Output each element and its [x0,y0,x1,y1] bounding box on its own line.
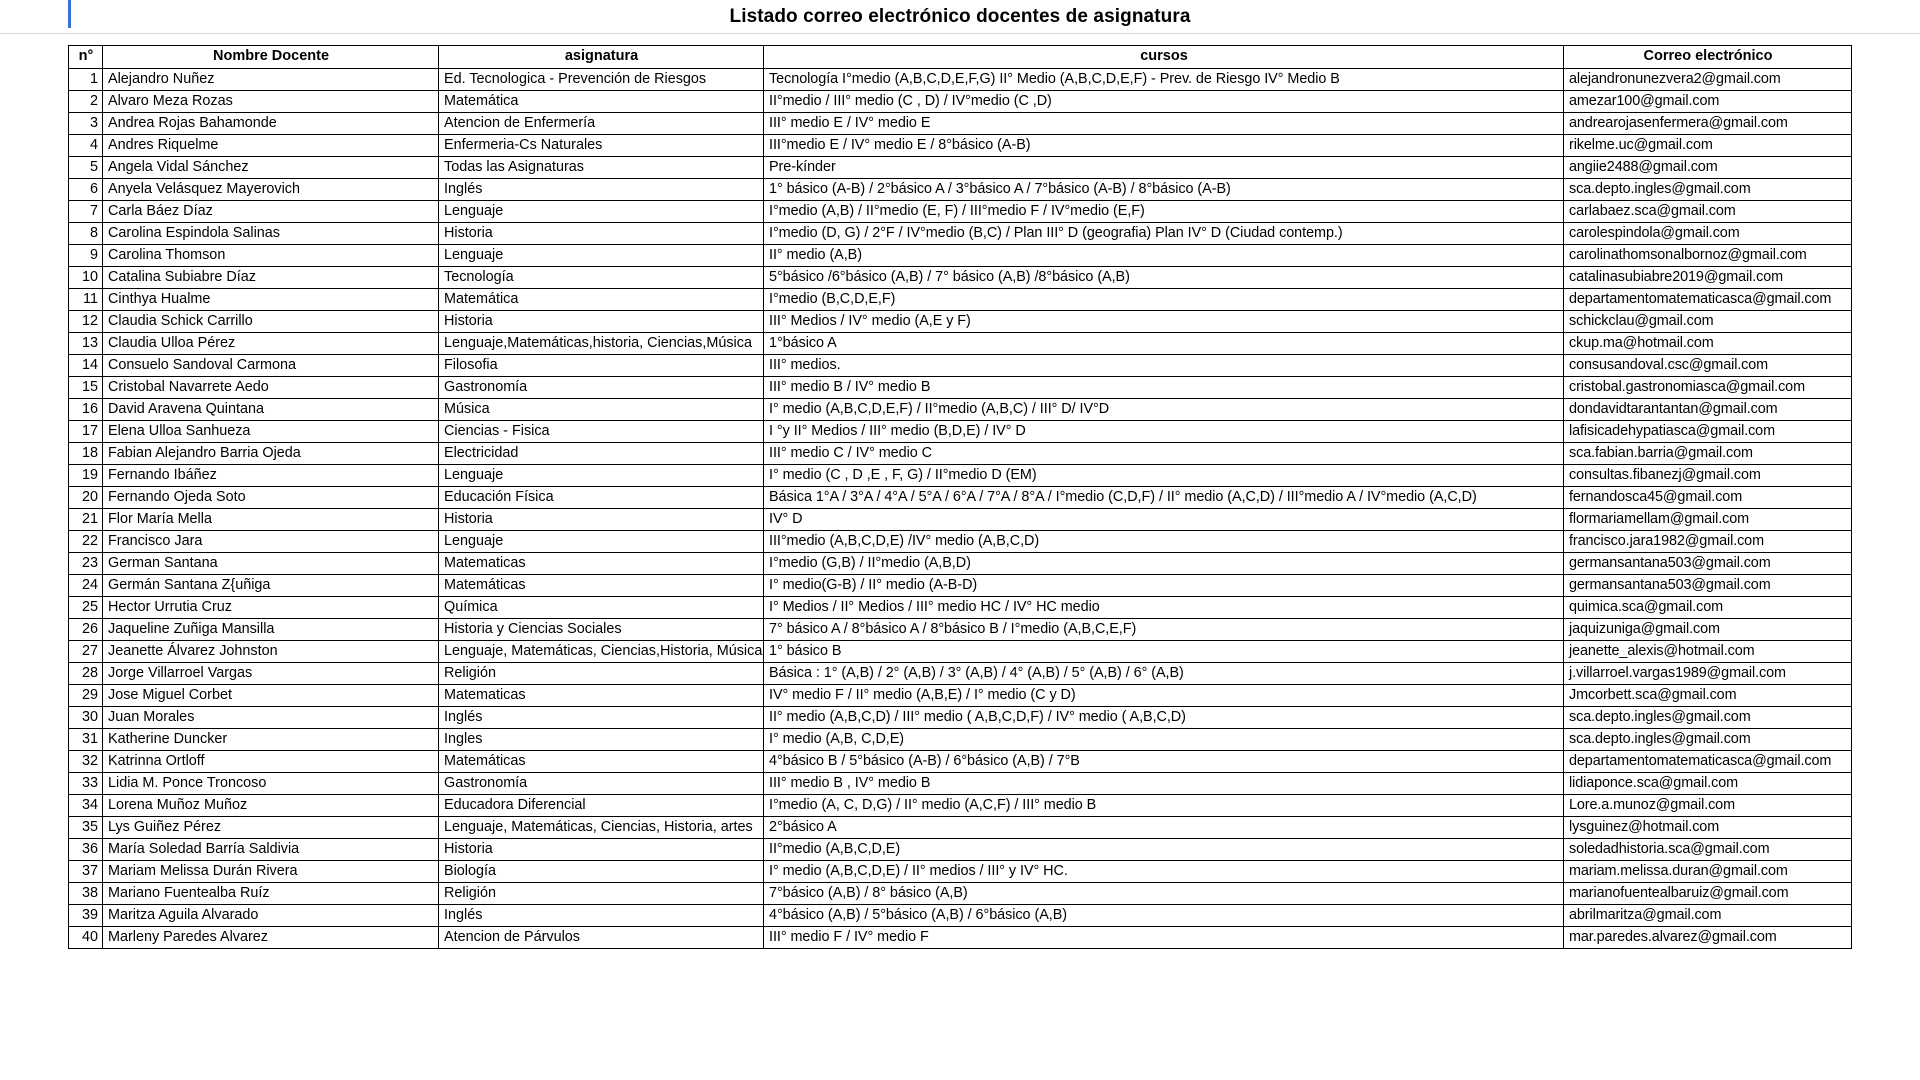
cell-email[interactable]: abrilmaritza@gmail.com [1564,905,1852,927]
cell-courses[interactable]: I° medio(G-B) / II° medio (A-B-D) [764,575,1564,597]
cell-courses[interactable]: II°medio / III° medio (C , D) / IV°medio (C ,D) [764,91,1564,113]
table-row[interactable] [69,795,1852,817]
cell-courses[interactable]: I°medio (D, G) / 2°F / IV°medio (B,C) / Plan III° D (geografia) Plan IV° D (Ciudad contemp.) [764,223,1564,245]
column-header-courses: cursos [764,46,1564,69]
cell-subject[interactable]: Lenguaje [439,245,764,267]
cell-teacher-name[interactable]: Flor María Mella [103,509,439,531]
table-row[interactable] [69,773,1852,795]
cell-number[interactable]: 11 [69,289,103,311]
cell-teacher-name[interactable]: Carolina Espindola Salinas [103,223,439,245]
cell-email[interactable]: amezar100@gmail.com [1564,91,1852,113]
cell-email[interactable]: marianofuentealbaruiz@gmail.com [1564,883,1852,905]
cell-email[interactable]: sca.depto.ingles@gmail.com [1564,707,1852,729]
cell-number[interactable]: 1 [69,69,103,91]
cell-number[interactable]: 25 [69,597,103,619]
table-row[interactable] [69,135,1852,157]
cell-email[interactable]: Lore.a.munoz@gmail.com [1564,795,1852,817]
cell-subject[interactable]: Música [439,399,764,421]
cell-email[interactable]: alejandronunezvera2@gmail.com [1564,69,1852,91]
cell-number[interactable]: 6 [69,179,103,201]
cell-email[interactable]: soledadhistoria.sca@gmail.com [1564,839,1852,861]
cell-courses[interactable]: Pre-kínder [764,157,1564,179]
column-header-number: n° [69,46,103,69]
table-row[interactable] [69,113,1852,135]
column-header-subject: asignatura [439,46,764,69]
cell-email[interactable]: Jmcorbett.sca@gmail.com [1564,685,1852,707]
cell-number[interactable]: 28 [69,663,103,685]
table-row[interactable] [69,685,1852,707]
table-row[interactable] [69,905,1852,927]
cell-email[interactable]: fernandosca45@gmail.com [1564,487,1852,509]
cell-subject[interactable]: Matematicas [439,553,764,575]
cell-subject[interactable]: Filosofia [439,355,764,377]
cell-subject[interactable]: Enfermeria-Cs Naturales [439,135,764,157]
cell-teacher-name[interactable]: Elena Ulloa Sanhueza [103,421,439,443]
cell-courses[interactable]: III°medio (A,B,C,D,E) /IV° medio (A,B,C,D) [764,531,1564,553]
cell-courses[interactable]: I° medio (A,B,C,D,E) / II° medios / III° y IV° HC. [764,861,1564,883]
cell-teacher-name[interactable]: Cristobal Navarrete Aedo [103,377,439,399]
cell-number[interactable]: 19 [69,465,103,487]
cell-courses[interactable]: III° medio C / IV° medio C [764,443,1564,465]
cell-email[interactable]: departamentomatematicasca@gmail.com [1564,289,1852,311]
table-row[interactable] [69,575,1852,597]
cell-subject[interactable]: Atencion de Enfermería [439,113,764,135]
cell-email[interactable]: rikelme.uc@gmail.com [1564,135,1852,157]
cell-courses[interactable]: IV° D [764,509,1564,531]
cell-number[interactable]: 39 [69,905,103,927]
cell-courses[interactable]: 2°básico A [764,817,1564,839]
teacher-email-table-container [68,45,1851,949]
table-row[interactable] [69,927,1852,949]
cell-teacher-name[interactable]: Juan Morales [103,707,439,729]
table-row[interactable] [69,443,1852,465]
cell-courses[interactable]: Básica : 1° (A,B) / 2° (A,B) / 3° (A,B) / 4° (A,B) / 5° (A,B) / 6° (A,B) [764,663,1564,685]
table-row[interactable] [69,179,1852,201]
cell-number[interactable]: 40 [69,927,103,949]
cell-courses[interactable]: III° medio F / IV° medio F [764,927,1564,949]
cell-email[interactable]: andrearojasenfermera@gmail.com [1564,113,1852,135]
cell-subject[interactable]: Matemática [439,289,764,311]
cell-email[interactable]: sca.depto.ingles@gmail.com [1564,179,1852,201]
cell-subject[interactable]: Historia y Ciencias Sociales [439,619,764,641]
cell-courses[interactable]: I° medio (A,B, C,D,E) [764,729,1564,751]
cell-email[interactable]: catalinasubiabre2019@gmail.com [1564,267,1852,289]
cell-teacher-name[interactable]: Fernando Ibáñez [103,465,439,487]
cell-teacher-name[interactable]: Alejandro Nuñez [103,69,439,91]
cell-teacher-name[interactable]: Maritza Aguila Alvarado [103,905,439,927]
table-row[interactable] [69,883,1852,905]
table-row[interactable] [69,289,1852,311]
cell-number[interactable]: 10 [69,267,103,289]
cell-number[interactable]: 24 [69,575,103,597]
cell-courses[interactable]: III°medio E / IV° medio E / 8°básico (A-B) [764,135,1564,157]
table-row[interactable] [69,861,1852,883]
cell-courses[interactable]: IV° medio F / II° medio (A,B,E) / I° medio (C y D) [764,685,1564,707]
cell-courses[interactable]: 7°básico (A,B) / 8° básico (A,B) [764,883,1564,905]
cell-subject[interactable]: Historia [439,311,764,333]
text-cursor [68,0,71,28]
cell-teacher-name[interactable]: Lys Guiñez Pérez [103,817,439,839]
cell-subject[interactable]: Lenguaje [439,465,764,487]
cell-teacher-name[interactable]: Katherine Duncker [103,729,439,751]
cell-email[interactable]: mariam.melissa.duran@gmail.com [1564,861,1852,883]
cell-teacher-name[interactable]: Andres Riquelme [103,135,439,157]
cell-email[interactable]: lysguinez@hotmail.com [1564,817,1852,839]
cell-teacher-name[interactable]: Jorge Villarroel Vargas [103,663,439,685]
cell-number[interactable]: 21 [69,509,103,531]
cell-courses[interactable]: II°medio (A,B,C,D,E) [764,839,1564,861]
cell-teacher-name[interactable]: German Santana [103,553,439,575]
table-header-row [69,46,1852,69]
cell-number[interactable]: 34 [69,795,103,817]
cell-courses[interactable]: 4°básico B / 5°básico (A-B) / 6°básico (A,B) / 7°B [764,751,1564,773]
cell-email[interactable]: cristobal.gastronomiasca@gmail.com [1564,377,1852,399]
cell-teacher-name[interactable]: Lorena Muñoz Muñoz [103,795,439,817]
cell-email[interactable]: quimica.sca@gmail.com [1564,597,1852,619]
table-row[interactable] [69,641,1852,663]
table-row[interactable] [69,839,1852,861]
table-row[interactable] [69,245,1852,267]
cell-number[interactable]: 20 [69,487,103,509]
cell-number[interactable]: 2 [69,91,103,113]
cell-courses[interactable]: I °y II° Medios / III° medio (B,D,E) / IV° D [764,421,1564,443]
cell-teacher-name[interactable]: Hector Urrutia Cruz [103,597,439,619]
cell-subject[interactable]: Electricidad [439,443,764,465]
cell-courses[interactable]: III° medio E / IV° medio E [764,113,1564,135]
cell-teacher-name[interactable]: Jaqueline Zuñiga Mansilla [103,619,439,641]
table-header [69,46,1852,69]
cell-email[interactable]: germansantana503@gmail.com [1564,575,1852,597]
cell-number[interactable]: 4 [69,135,103,157]
cell-courses[interactable]: Tecnología I°medio (A,B,C,D,E,F,G) II° Medio (A,B,C,D,E,F) - Prev. de Riesgo IV° Medio B [764,69,1564,91]
cell-number[interactable]: 29 [69,685,103,707]
cell-number[interactable]: 14 [69,355,103,377]
cell-number[interactable]: 7 [69,201,103,223]
cell-teacher-name[interactable]: Anyela Velásquez Mayerovich [103,179,439,201]
cell-subject[interactable]: Ciencias - Fisica [439,421,764,443]
cell-number[interactable]: 30 [69,707,103,729]
cell-number[interactable]: 16 [69,399,103,421]
cell-courses[interactable]: III° medio B , IV° medio B [764,773,1564,795]
cell-number[interactable]: 26 [69,619,103,641]
cell-teacher-name[interactable]: Fabian Alejandro Barria Ojeda [103,443,439,465]
table-row[interactable] [69,619,1852,641]
table-row[interactable] [69,157,1852,179]
cell-subject[interactable]: Inglés [439,179,764,201]
title-divider [0,33,1920,34]
cell-number[interactable]: 3 [69,113,103,135]
cell-subject[interactable]: Tecnología [439,267,764,289]
cell-teacher-name[interactable]: Jeanette Álvarez Johnston [103,641,439,663]
table-row[interactable] [69,597,1852,619]
cell-email[interactable]: schickclau@gmail.com [1564,311,1852,333]
cell-teacher-name[interactable]: Alvaro Meza Rozas [103,91,439,113]
cell-subject[interactable]: Educación Física [439,487,764,509]
cell-subject[interactable]: Inglés [439,905,764,927]
cell-subject[interactable]: Lenguaje, Matemáticas, Ciencias,Historia, Música [439,641,764,663]
cell-number[interactable]: 15 [69,377,103,399]
cell-subject[interactable]: Religión [439,883,764,905]
cell-courses[interactable]: I°medio (G,B) / II°medio (A,B,D) [764,553,1564,575]
cell-subject[interactable]: Historia [439,509,764,531]
cell-subject[interactable]: Religión [439,663,764,685]
cell-subject[interactable]: Gastronomía [439,773,764,795]
cell-courses[interactable]: 5°básico /6°básico (A,B) / 7° básico (A,B) /8°básico (A,B) [764,267,1564,289]
cell-email[interactable]: jeanette_alexis@hotmail.com [1564,641,1852,663]
cell-teacher-name[interactable]: Angela Vidal Sánchez [103,157,439,179]
table-row[interactable] [69,69,1852,91]
table-row[interactable] [69,487,1852,509]
cell-teacher-name[interactable]: Mariam Melissa Durán Rivera [103,861,439,883]
cell-courses[interactable]: 7° básico A / 8°básico A / 8°básico B / I°medio (A,B,C,E,F) [764,619,1564,641]
cell-email[interactable]: sca.fabian.barria@gmail.com [1564,443,1852,465]
cell-number[interactable]: 23 [69,553,103,575]
cell-number[interactable]: 27 [69,641,103,663]
cell-teacher-name[interactable]: Fernando Ojeda Soto [103,487,439,509]
cell-subject[interactable]: Lenguaje,Matemáticas,historia, Ciencias,Música [439,333,764,355]
cell-subject[interactable]: Biología [439,861,764,883]
cell-teacher-name[interactable]: Catalina Subiabre Díaz [103,267,439,289]
cell-email[interactable]: francisco.jara1982@gmail.com [1564,531,1852,553]
cell-teacher-name[interactable]: Marleny Paredes Alvarez [103,927,439,949]
teacher-email-table [68,45,1852,949]
cell-email[interactable]: mar.paredes.alvarez@gmail.com [1564,927,1852,949]
table-row[interactable] [69,355,1852,377]
cell-email[interactable]: carolinathomsonalbornoz@gmail.com [1564,245,1852,267]
cell-teacher-name[interactable]: Carolina Thomson [103,245,439,267]
cell-number[interactable]: 9 [69,245,103,267]
cell-courses[interactable]: 1°básico A [764,333,1564,355]
cell-subject[interactable]: Atencion de Párvulos [439,927,764,949]
cell-email[interactable]: dondavidtarantantan@gmail.com [1564,399,1852,421]
cell-courses[interactable]: III° medio B / IV° medio B [764,377,1564,399]
table-row[interactable] [69,377,1852,399]
cell-subject[interactable]: Matemáticas [439,751,764,773]
cell-number[interactable]: 38 [69,883,103,905]
table-row[interactable] [69,267,1852,289]
cell-teacher-name[interactable]: Katrinna Ortloff [103,751,439,773]
cell-email[interactable]: carlabaez.sca@gmail.com [1564,201,1852,223]
cell-courses[interactable]: I° medio (C , D ,E , F, G) / II°medio D (EM) [764,465,1564,487]
table-row[interactable] [69,399,1852,421]
cell-courses[interactable]: I°medio (A, C, D,G) / II° medio (A,C,F) / III° medio B [764,795,1564,817]
cell-teacher-name[interactable]: Claudia Schick Carrillo [103,311,439,333]
table-row[interactable] [69,91,1852,113]
cell-subject[interactable]: Inglés [439,707,764,729]
cell-teacher-name[interactable]: Jose Miguel Corbet [103,685,439,707]
cell-subject[interactable]: Gastronomía [439,377,764,399]
cell-number[interactable]: 35 [69,817,103,839]
cell-email[interactable]: sca.depto.ingles@gmail.com [1564,729,1852,751]
table-row[interactable] [69,333,1852,355]
cell-email[interactable]: lidiaponce.sca@gmail.com [1564,773,1852,795]
cell-courses[interactable]: 1° básico B [764,641,1564,663]
cell-teacher-name[interactable]: María Soledad Barría Saldivia [103,839,439,861]
table-row[interactable] [69,465,1852,487]
table-row[interactable] [69,311,1852,333]
cell-number[interactable]: 13 [69,333,103,355]
cell-subject[interactable]: Química [439,597,764,619]
cell-subject[interactable]: Todas las Asignaturas [439,157,764,179]
cell-email[interactable]: jaquizuniga@gmail.com [1564,619,1852,641]
cell-number[interactable]: 22 [69,531,103,553]
cell-courses[interactable]: III° medios. [764,355,1564,377]
cell-email[interactable]: angiie2488@gmail.com [1564,157,1852,179]
table-row[interactable] [69,707,1852,729]
cell-teacher-name[interactable]: Carla Báez Díaz [103,201,439,223]
document-title-band [0,0,1920,34]
cell-email[interactable]: consusandoval.csc@gmail.com [1564,355,1852,377]
cell-email[interactable]: j.villarroel.vargas1989@gmail.com [1564,663,1852,685]
cell-courses[interactable]: II° medio (A,B,C,D) / III° medio ( A,B,C,D,F) / IV° medio ( A,B,C,D) [764,707,1564,729]
table-row[interactable] [69,729,1852,751]
cell-courses[interactable]: III° Medios / IV° medio (A,E y F) [764,311,1564,333]
cell-subject[interactable]: Historia [439,839,764,861]
cell-number[interactable]: 8 [69,223,103,245]
cell-number[interactable]: 36 [69,839,103,861]
table-row[interactable] [69,509,1852,531]
table-row[interactable] [69,201,1852,223]
column-header-teacher-name: Nombre Docente [103,46,439,69]
cell-number[interactable]: 37 [69,861,103,883]
cell-teacher-name[interactable]: Claudia Ulloa Pérez [103,333,439,355]
table-row[interactable] [69,751,1852,773]
cell-teacher-name[interactable]: Mariano Fuentealba Ruíz [103,883,439,905]
cell-courses[interactable]: 1° básico (A-B) / 2°básico A / 3°básico A / 7°básico (A-B) / 8°básico (A-B) [764,179,1564,201]
cell-teacher-name[interactable]: David Aravena Quintana [103,399,439,421]
cell-email[interactable]: departamentomatematicasca@gmail.com [1564,751,1852,773]
table-row[interactable] [69,817,1852,839]
cell-subject[interactable]: Matemáticas [439,575,764,597]
cell-subject[interactable]: Lenguaje [439,531,764,553]
page-title: Listado correo electrónico docentes de asignatura [729,6,1191,27]
cell-email[interactable]: carolespindola@gmail.com [1564,223,1852,245]
cell-subject[interactable]: Lenguaje, Matemáticas, Ciencias, Historia, artes [439,817,764,839]
cell-courses[interactable]: II° medio (A,B) [764,245,1564,267]
cell-subject[interactable]: Matematicas [439,685,764,707]
table-row[interactable] [69,421,1852,443]
cell-number[interactable]: 12 [69,311,103,333]
table-row[interactable] [69,223,1852,245]
cell-courses[interactable]: I°medio (A,B) / II°medio (E, F) / III°medio F / IV°medio (E,F) [764,201,1564,223]
cell-subject[interactable]: Matemática [439,91,764,113]
cell-number[interactable]: 32 [69,751,103,773]
cell-teacher-name[interactable]: Cinthya Hualme [103,289,439,311]
cell-teacher-name[interactable]: Andrea Rojas Bahamonde [103,113,439,135]
cell-number[interactable]: 18 [69,443,103,465]
cell-courses[interactable]: I°medio (B,C,D,E,F) [764,289,1564,311]
cell-subject[interactable]: Ingles [439,729,764,751]
cell-number[interactable]: 5 [69,157,103,179]
table-row[interactable] [69,531,1852,553]
cell-teacher-name[interactable]: Consuelo Sandoval Carmona [103,355,439,377]
cell-courses[interactable]: 4°básico (A,B) / 5°básico (A,B) / 6°básico (A,B) [764,905,1564,927]
cell-subject[interactable]: Lenguaje [439,201,764,223]
cell-number[interactable]: 17 [69,421,103,443]
table-row[interactable] [69,553,1852,575]
cell-courses[interactable]: I° Medios / II° Medios / III° medio HC / IV° HC medio [764,597,1564,619]
cell-teacher-name[interactable]: Lidia M. Ponce Troncoso [103,773,439,795]
table-body [69,69,1852,949]
cell-subject[interactable]: Historia [439,223,764,245]
column-header-email: Correo electrónico [1564,46,1852,69]
table-row[interactable] [69,663,1852,685]
cell-teacher-name[interactable]: Francisco Jara [103,531,439,553]
cell-teacher-name[interactable]: Germán Santana Z{uñiga [103,575,439,597]
cell-number[interactable]: 33 [69,773,103,795]
cell-email[interactable]: consultas.fibanezj@gmail.com [1564,465,1852,487]
cell-number[interactable]: 31 [69,729,103,751]
cell-subject[interactable]: Ed. Tecnologica - Prevención de Riesgos [439,69,764,91]
cell-courses[interactable]: I° medio (A,B,C,D,E,F) / II°medio (A,B,C) / III° D/ IV°D [764,399,1564,421]
cell-email[interactable]: flormariamellam@gmail.com [1564,509,1852,531]
cell-email[interactable]: ckup.ma@hotmail.com [1564,333,1852,355]
cell-courses[interactable]: Básica 1°A / 3°A / 4°A / 5°A / 6°A / 7°A / 8°A / I°medio (C,D,F) / II° medio (A,C,D) / III°medio A / IV°medio (A,C,D) [764,487,1564,509]
cell-email[interactable]: lafisicadehypatiasca@gmail.com [1564,421,1852,443]
cell-subject[interactable]: Educadora Diferencial [439,795,764,817]
cell-email[interactable]: germansantana503@gmail.com [1564,553,1852,575]
